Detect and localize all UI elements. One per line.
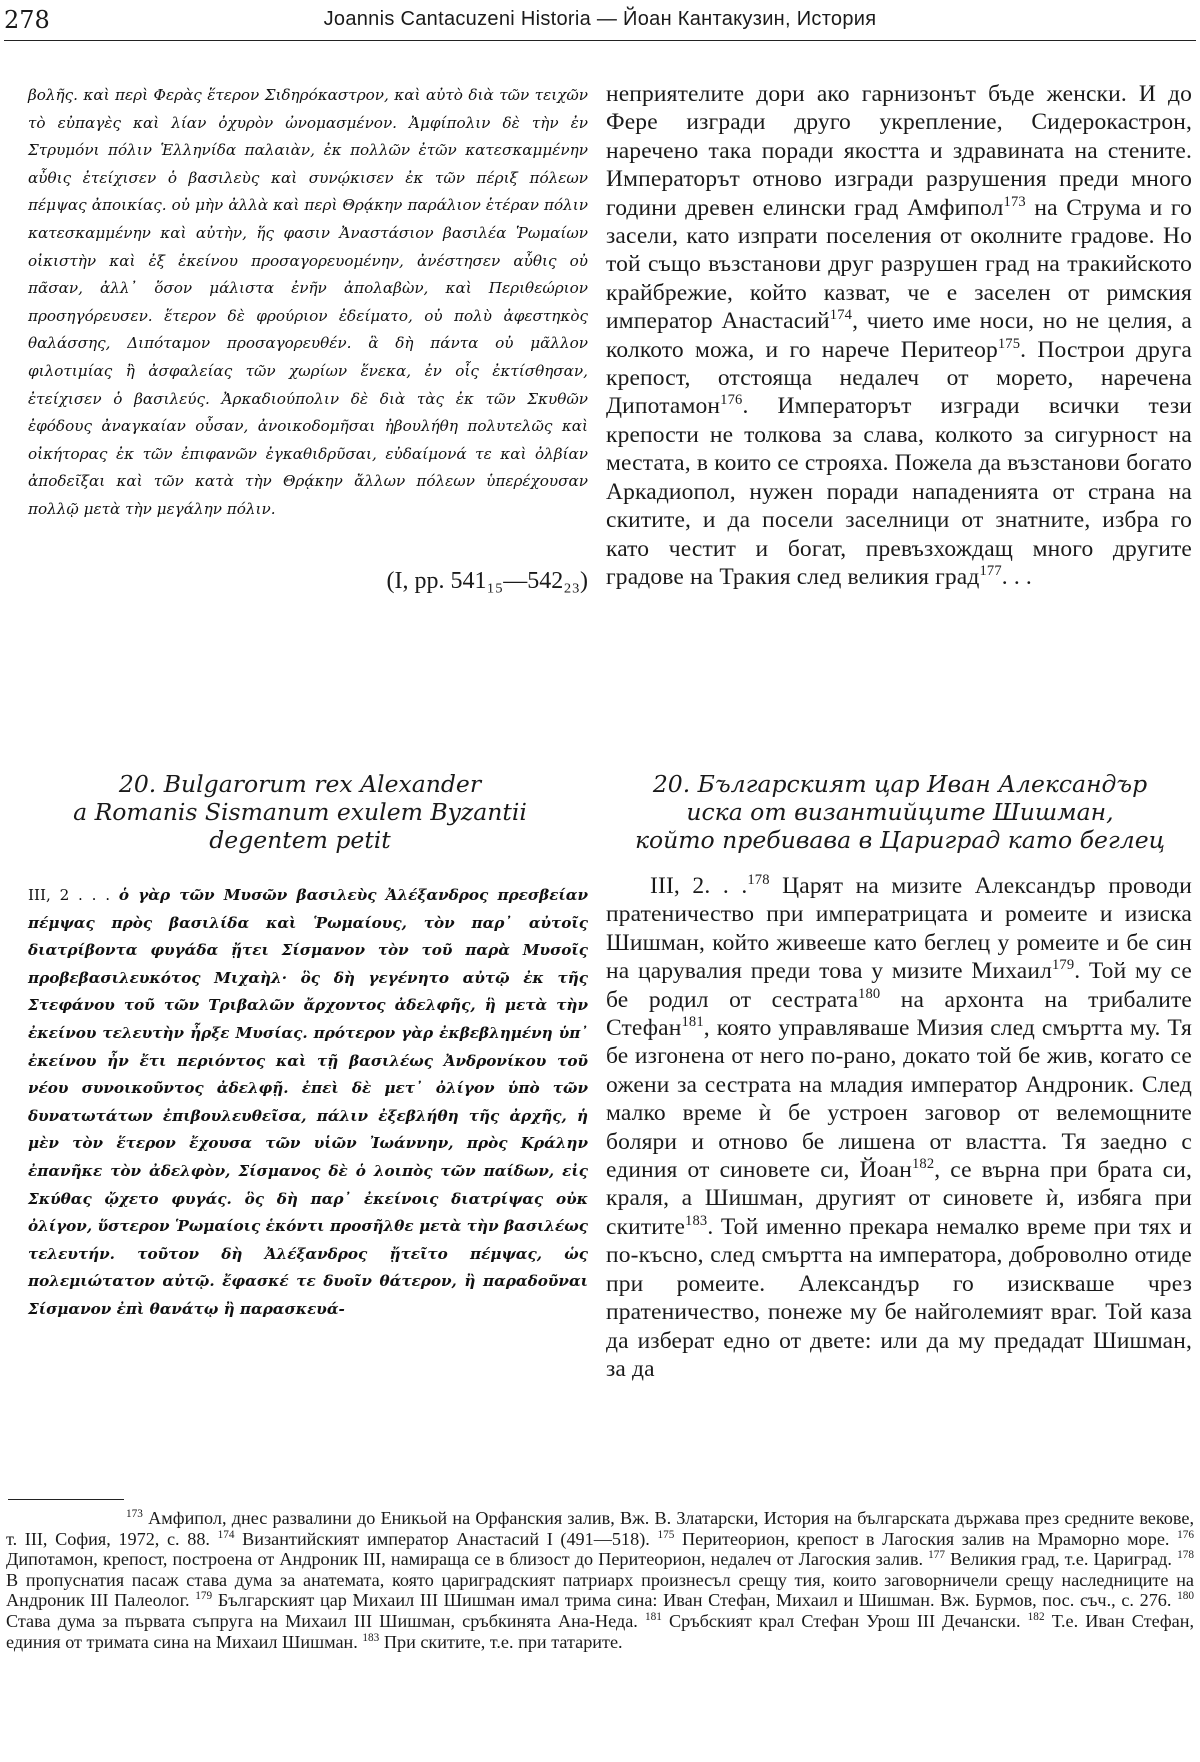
text-run: Българският цар Михаил III Шишман имал трима сина: Иван Стефан, Михаил и Шишман. Вж. Бурмов, пос. съч., с. 276. xyxy=(212,1590,1178,1611)
text-run: . Той му се бе родил от сестрата xyxy=(606,958,1192,1013)
greek-paragraph: βολῆς. καὶ περὶ Φερὰς ἕτερον Σιδηρόκαστρον, καὶ αὐτὸ διὰ τῶν τειχῶν τὸ εὐπαγὲς καὶ λίαν ὀχυρὸν ὠνομασμένον. Ἀμφίπολιν δὲ τὴν ἐν Στρυμόνι πόλιν Ἑλληνίδα παλαιὰν, ἐκ πολλῶν ἐτῶν κατεσκαμμένην αὖθις ἐτείχισεν ὁ βασιλεὺς καὶ συνῴκισεν ἐκ τῶν πέριξ πόλεων πέμψας ἀποικίας. οὐ μὴν ἀλλὰ καὶ περὶ Θρᾴκην παράλιον ἑτέραν πόλιν κατεσκαμμένην καὶ αὐτὴν, ἥς φασιν Ἀναστάσιον βασιλέα Ῥωμαίων οἰκιστὴν καὶ ἐξ ἐκείνου προσαγορευομένην, ἀνέστησεν αὖθις οὐ πᾶσαν, ἀλλ᾽ ὅσον μάλιστα ἐνῆν ἀπολαβὼν, καὶ Περιθεώριον προσηγόρευσεν. ἕτερον δὲ φρούριον ἐδείματο, οὐ πολὺ ἀφεστηκὸς θαλάσσης, Διπόταμον προσαγορευθέν. ἃ δὴ πάντα οὐ μᾶλλον φιλοτιμίας ἢ ἀσφαλείας τῶν χωρίων ἕνεκα, ἐν οἷς ἐκτίσθησαν, ἐτείχισεν ὁ βασιλεύς. Ἀρκαδιούπολιν δὲ διὰ τὰς ἐκ τῶν Σκυθῶν ἐφόδους ἀναγκαίαν οὖσαν, ἀνοικοδομῆσαι ἠβουλήθη πολυτελῶς καὶ οἰκήτορας ἐκ τῶν ἐπιφανῶν ἐγκαθιδρῦσαι, εὐδαίμονά τε καὶ ὀλβίαν ἀποδεῖξαι καὶ τῶν κατὰ τὴν Θρᾴκην ἄλλων πόλεων ὑπερέχουσαν πολλῷ μετὰ τὴν μεγάλην πόλιν. xyxy=(28,86,588,518)
running-title: Joannis Cantacuzeni Historia — Йоан Кантакузин, История xyxy=(323,8,877,30)
bulgarian-paragraph xyxy=(606,80,1192,591)
text-run: на Струма и го засели, като изпрати поселения от околните градове. Но той също възстанови друг разрушен град на тракийското крайбрежие, който казват, че е заселен от римския император Анастасий xyxy=(606,194,1192,335)
footnote-marker: 179 xyxy=(1051,957,1075,974)
footnote-marker: 181 xyxy=(681,1014,704,1031)
bulgarian-title-line: който пребивава в Цариград като беглец xyxy=(634,826,1166,854)
greek-text-section-19 xyxy=(28,82,588,524)
text-run: . Построи друга крепост, отстояща недалеч от морето, наречена Дипотамон xyxy=(606,336,1192,420)
greek-paragraph xyxy=(28,882,588,1324)
footnote-marker: 173 xyxy=(1003,193,1026,210)
footnote-marker: 174 xyxy=(217,1528,235,1541)
footnote-marker: 181 xyxy=(644,1610,662,1623)
greek-book-marker: III, 2 . . . xyxy=(28,886,119,904)
footnote-marker: 175 xyxy=(657,1528,675,1541)
text-run: Т.е. Иван Стефан, единия от тримата сина на Михаил Шишман. xyxy=(6,1610,1194,1652)
text-run: III, 2. . . xyxy=(650,873,748,899)
footnote-marker: 178 xyxy=(1177,1549,1194,1562)
footnote-marker: 183 xyxy=(685,1213,708,1230)
footnote-marker: 176 xyxy=(1177,1528,1194,1541)
footnote-marker: 177 xyxy=(928,1549,945,1562)
latin-title-line: 20. Bulgarorum rex Alexander xyxy=(118,770,482,798)
bulgarian-paragraph xyxy=(606,872,1192,1383)
source-reference: (I, pp. 541₁₅—542₂₃) xyxy=(386,568,588,594)
bulgarian-section-title xyxy=(602,770,1198,854)
footnotes xyxy=(6,1508,1194,1652)
text-run: на архонта на трибалите Стефан xyxy=(606,986,1192,1042)
footnote-marker: 173 xyxy=(126,1507,143,1520)
latin-title-line: a Romanis Sismanum exulem Byzantii xyxy=(73,798,527,826)
latin-section-title xyxy=(0,770,600,854)
text-run: . Императорът изгради всички тези крепости не толкова за слава, колкото за сигурност на местата, в които се строяха. Пожела да възстанови богато Аркадиопол, нужен поради нападенията от страна на скитите, и да посели заселници от знатните, избра го като честит и богат, превъзхождащ много другите градове на Тракия след великия град xyxy=(606,393,1192,590)
text-run: Великия град, т.е. Цариград. xyxy=(945,1549,1178,1570)
greek-text-section-20 xyxy=(28,882,588,1324)
greek-text: ὁ γὰρ τῶν Μυσῶν βασιλεὺς Ἀλέξανδρος πρεσβείαν πέμψας πρὸς βασιλίδα καὶ Ῥωμαίους, τὸν παρ᾽ αὐτοῖς διατρίβοντα φυγάδα ᾔτει Σίσμανον τὸν τοῦ παρὰ Μυσοῖς προβεβασιλευκότος Μιχαὴλ· ὃς δὴ γεγένητο αὐτῷ ἐκ τῆς Στεφάνου τοῦ τῶν Τριβαλῶν ἄρχοντος ἀδελφῆς, ἣ μετὰ τὴν ἐκείνου τελευτὴν ἦρξε Μυσίας. πρότερον γὰρ ἐκβεβλημένη ὑπ᾽ ἐκείνου ἦν ἔτι περιόντος καὶ τῇ βασιλέως Ἀνδρονίκου τοῦ νέου συνοικοῦντος ἀδελφῇ. ἐπεὶ δὲ μετ᾽ ὀλίγον ὑπὸ τῶν δυνατωτάτων ἐπιβουλευθεῖσα, πάλιν ἐξεβλήθη τῆς ἀρχῆς, ἡ μὲν τὸν ἕτερον ἔχουσα τῶν υἱῶν Ἰωάννην, πρὸς Κράλην ἐπανῆκε τὸν ἀδελφὸν, Σίσμανος δὲ ὁ λοιπὸς τῶν παίδων, εἰς Σκύθας ᾤχετο φυγάς. ὃς δὴ παρ᾽ ἐκείνοις διατρίψας οὐκ ὀλίγον, ὕστερον Ῥωμαίοις ἑκόντι προσῆλθε μετὰ τὴν βασιλέως τελευτήν. τοῦτον δὴ Ἀλέξανδρος ᾔτεῖτο πέμψας, ὡς πολεμιώτατον αὐτῷ. ἔφασκέ τε δυοῖν θάτερον, ἢ παραδοῦναι Σίσμανον ἐπὶ θανάτῳ ἢ παρασκευά- xyxy=(28,886,588,1318)
latin-title-line: degentem petit xyxy=(209,826,391,854)
page-header xyxy=(0,6,1200,38)
text-run: В пропуснатия пасаж става дума за анатемата, която цариградският патриарх произнесъл срещу тия, които заговорничели срещу наследниците на Андроник III Палеолог. xyxy=(6,1569,1194,1611)
footnote-marker: 179 xyxy=(195,1590,213,1603)
text-run: Царят на мизите Александър проводи пратеничество при императрицата и ромеите и изиска Шишман, който живееше като беглец у ромеите и бе син на царувалия преди това у мизите Михаил xyxy=(606,873,1192,985)
bulgarian-title-line: иска от византийците Шишман, xyxy=(686,798,1114,826)
text-run: , която управляваше Мизия след смъртта му. Тя бе изгонена от него по-рано, докато той бе жив, когато се ожени за сестрата на младия император Андроник. След малко време ѝ бе устроен заговор от велемощните боляри и отново бе лишена от властта. Тя заедно с единия от синовете си, Йоан xyxy=(606,1015,1192,1184)
text-run: , чието име носи, но не целия, а колкото можа, и го нарече Перитеор xyxy=(606,308,1192,363)
footnote-marker: 175 xyxy=(997,335,1021,352)
footnote-marker: 180 xyxy=(858,985,881,1002)
footnote-marker: 177 xyxy=(979,563,1002,580)
page-number: 278 xyxy=(4,6,50,34)
text-run: . Той именно прекара немалко време при тях и по-късно, след смъртта на императора, доброволно отиде при ромеите. Александър го изискваше чрез пратеничество, понеже му бе найголемият враг. Той каза да изберат едно от двете: или да му предадат Шишман, за да xyxy=(606,1213,1192,1382)
header-rule xyxy=(4,40,1196,41)
footnote-marker: 182 xyxy=(911,1156,935,1173)
text-run: неприятелите дори ако гарнизонът бъде женски. И до Фере изгради друго укрепление, Сидерокастрон, наречено така поради якостта и здравината на стените. Императорът отново изгради разрушения преди много години древен елински град Амфипол xyxy=(606,81,1192,221)
footnote-paragraph xyxy=(6,1508,1194,1652)
bulgarian-text-section-19 xyxy=(606,80,1192,591)
footnote-marker: 180 xyxy=(1177,1590,1194,1603)
text-run: При скитите, т.е. при татарите. xyxy=(379,1631,623,1652)
footnote-marker: 174 xyxy=(829,307,853,324)
text-run: . . . xyxy=(1001,563,1032,590)
text-run: Сръбският крал Стефан Урош III Дечански. xyxy=(661,1610,1028,1631)
text-run: Амфипол, днес развалини до Еникьой на Орфанския залив, Вж. В. Златарски, История на българската държава през средните векове, т. III, София, 1972, с. 88. xyxy=(6,1508,1194,1549)
footnote-marker: 176 xyxy=(720,392,743,409)
footnote-marker: 178 xyxy=(747,872,770,889)
bulgarian-title-line: 20. Българският цар Иван Александър xyxy=(652,770,1148,798)
text-run: Перитеорион, крепост в Лагоския залив на Мраморно море. xyxy=(674,1528,1178,1549)
text-run: , се върна при брата си, краля, а Шишман, другият от синовете ѝ, избяга при скитите xyxy=(606,1157,1193,1240)
text-run: Византийският император Анастасий I (491—518). xyxy=(234,1528,658,1549)
text-run: Дипотамон, крепост, построена от Андроник III, намираща се в близост до Перитеорион, недалеч от Лагоския залив. xyxy=(6,1549,929,1570)
footnote-rule xyxy=(8,1499,124,1500)
footnote-marker: 183 xyxy=(362,1631,380,1644)
footnote-marker: 182 xyxy=(1027,1610,1045,1623)
text-run: Става дума за първата съпруга на Михаил III Шишман, сръбкинята Ана-Неда. xyxy=(6,1610,645,1631)
bulgarian-text-section-20 xyxy=(606,872,1192,1383)
